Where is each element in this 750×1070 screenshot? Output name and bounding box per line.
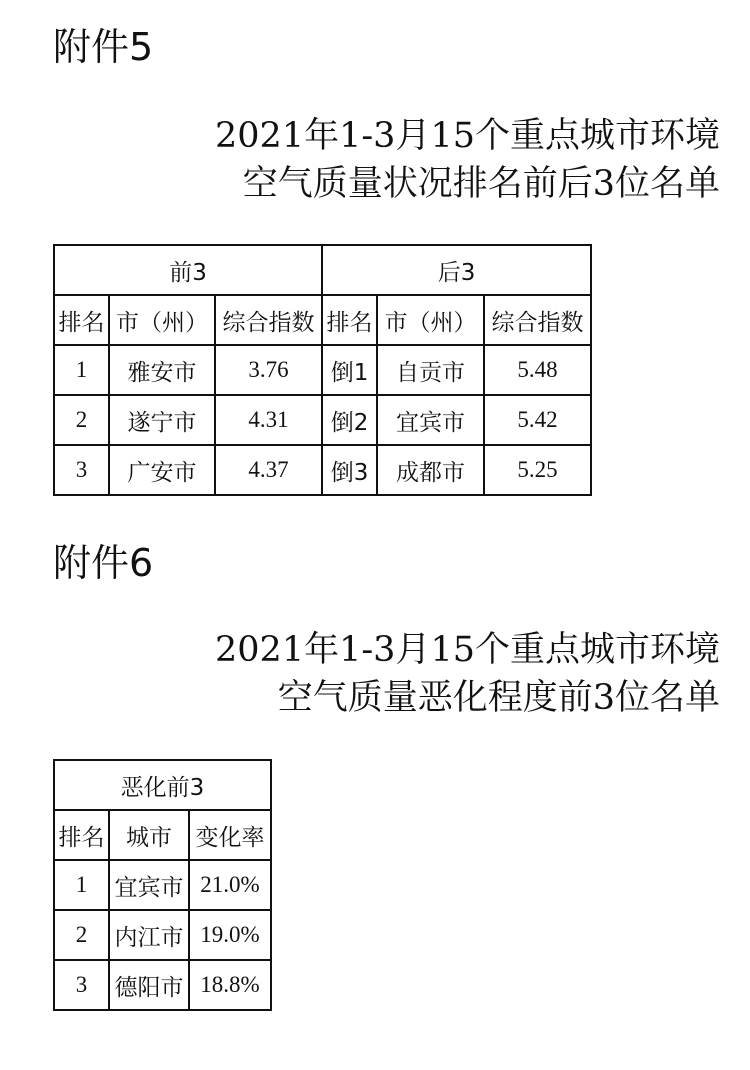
annex5-title	[215, 112, 720, 208]
annex5-header-row	[54, 295, 591, 345]
column-header: 城市	[109, 810, 189, 860]
table-row	[54, 445, 591, 495]
group-bottom-cell: 后3	[322, 245, 591, 295]
rank-cell: 倒1	[322, 345, 377, 395]
annex6-title-line2: 空气质量恶化程度前3位名单	[277, 678, 720, 718]
rank-cell: 2	[54, 910, 109, 960]
rate-cell: 19.0%	[189, 910, 271, 960]
annex5-title-line2: 空气质量状况排名前后3位名单	[242, 164, 720, 204]
rank-cell: 3	[54, 960, 109, 1010]
group-cell: 恶化前3	[54, 760, 271, 810]
column-header: 综合指数	[215, 295, 322, 345]
city-cell: 自贡市	[377, 345, 484, 395]
city-cell: 宜宾市	[377, 395, 484, 445]
annex6-table	[53, 759, 272, 1011]
city-cell: 雅安市	[109, 345, 215, 395]
group-top-cell: 前3	[54, 245, 322, 295]
column-header: 市（州）	[377, 295, 484, 345]
city-cell: 广安市	[109, 445, 215, 495]
city-cell: 遂宁市	[109, 395, 215, 445]
rank-cell: 倒2	[322, 395, 377, 445]
index-cell: 4.37	[215, 445, 322, 495]
rank-cell: 倒3	[322, 445, 377, 495]
annex6-heading: 附件6	[53, 541, 154, 585]
rank-cell: 3	[54, 445, 109, 495]
rank-cell: 2	[54, 395, 109, 445]
table-row	[54, 860, 271, 910]
column-header: 排名	[54, 295, 109, 345]
rate-cell: 18.8%	[189, 960, 271, 1010]
rank-cell: 1	[54, 345, 109, 395]
table-row	[54, 960, 271, 1010]
rank-cell: 1	[54, 860, 109, 910]
annex6-header-row	[54, 810, 271, 860]
annex5-group-row	[54, 245, 591, 295]
index-cell: 4.31	[215, 395, 322, 445]
index-cell: 5.48	[484, 345, 591, 395]
city-cell: 宜宾市	[109, 860, 189, 910]
index-cell: 5.42	[484, 395, 591, 445]
annex5-table	[53, 244, 592, 496]
table-row	[54, 910, 271, 960]
index-cell: 3.76	[215, 345, 322, 395]
column-header: 排名	[54, 810, 109, 860]
annex5-title-line1: 2021年1-3月15个重点城市环境	[215, 116, 720, 156]
annex6-title	[215, 626, 720, 722]
column-header: 变化率	[189, 810, 271, 860]
annex5-heading: 附件5	[53, 25, 154, 69]
city-cell: 内江市	[109, 910, 189, 960]
table-row	[54, 345, 591, 395]
index-cell: 5.25	[484, 445, 591, 495]
annex6-title-line1: 2021年1-3月15个重点城市环境	[215, 630, 720, 670]
table-row	[54, 395, 591, 445]
column-header: 市（州）	[109, 295, 215, 345]
column-header: 排名	[322, 295, 377, 345]
city-cell: 德阳市	[109, 960, 189, 1010]
column-header: 综合指数	[484, 295, 591, 345]
city-cell: 成都市	[377, 445, 484, 495]
annex6-group-row	[54, 760, 271, 810]
rate-cell: 21.0%	[189, 860, 271, 910]
